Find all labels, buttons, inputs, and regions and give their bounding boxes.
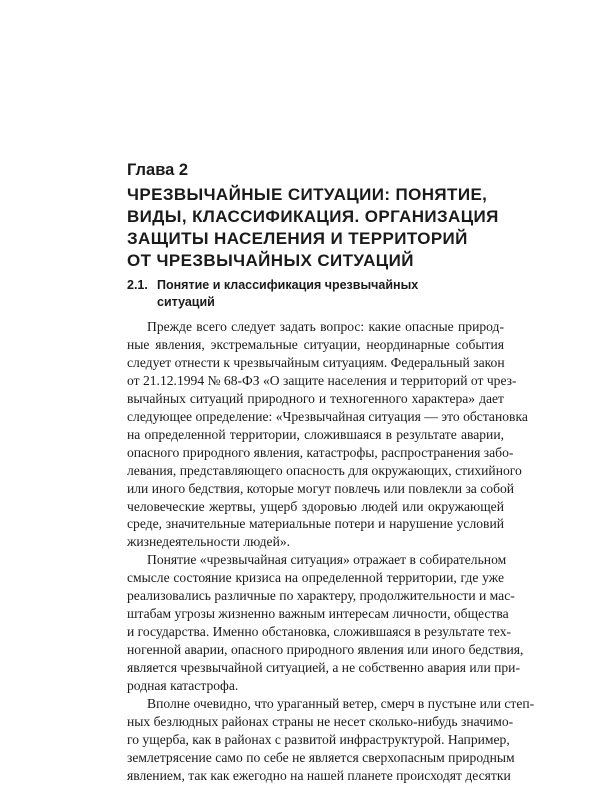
text-line: жизнедеятельности людей». bbox=[127, 534, 291, 550]
text-line: среде, значительные материальные потери и нарушение условий bbox=[127, 516, 504, 532]
text-line: на определенной территории, сложившаяся в результате аварии, bbox=[127, 426, 504, 442]
text-line: является чрезвычайной ситуацией, а не собственно авария или при- bbox=[127, 660, 520, 676]
text-line: вычайных ситуаций природного и техногенного характера» дает bbox=[127, 390, 504, 406]
text-line: и государства. Именно обстановка, сложившаяся в результате тех- bbox=[127, 624, 512, 640]
body-text bbox=[127, 318, 535, 785]
text-line: или иного бедствия, которые могут повлечь или повлекли за собой bbox=[127, 480, 515, 496]
paragraph bbox=[127, 695, 535, 785]
text-line: ные явления, экстремальные ситуации, неординарные события bbox=[127, 336, 504, 352]
text-line: землетрясение само по себе не является сверхопасным природным bbox=[127, 749, 515, 765]
text-line: Прежде всего следует задать вопрос: какие опасные природ- bbox=[147, 319, 504, 334]
text-line: Вполне очевидно, что ураганный ветер, смерч в пустыне или степ- bbox=[147, 696, 535, 712]
chapter-title bbox=[127, 184, 499, 272]
text-line: следует отнести к чрезвычайным ситуациям. Федеральный закон bbox=[127, 354, 505, 370]
text-line: штабам угрозы жизненно важным интересам личности, общества bbox=[127, 606, 509, 622]
text-line: явлением, так как ежегодно на нашей планете происходят десятки bbox=[127, 767, 511, 783]
text-line: от 21.12.1994 № 68-ФЗ «О защите населения и территорий от чрез- bbox=[127, 372, 517, 388]
section-number: 2.1. bbox=[127, 278, 148, 292]
text-line: реализовались различные по характеру, продолжительности и мас- bbox=[127, 588, 515, 604]
paragraph bbox=[127, 551, 524, 695]
chapter-title-line: ЧРЕЗВЫЧАЙНЫЕ СИТУАЦИИ: ПОНЯТИЕ, bbox=[127, 185, 488, 204]
section-title-line: ситуаций bbox=[157, 295, 215, 309]
chapter-title-line: ВИДЫ, КЛАССИФИКАЦИЯ. ОРГАНИЗАЦИЯ bbox=[127, 207, 499, 226]
chapter-title-line: ЗАЩИТЫ НАСЕЛЕНИЯ И ТЕРРИТОРИЙ bbox=[127, 229, 468, 248]
text-line: Понятие «чрезвычайная ситуация» отражает в собирательном bbox=[147, 552, 507, 568]
paragraph bbox=[127, 318, 528, 551]
text-line: опасного природного явления, катастрофы, распространения забо- bbox=[127, 444, 514, 460]
text-line: человеческие жертвы, ущерб здоровью людей или окружающей bbox=[127, 498, 504, 514]
text-line: ных безлюдных районах страны не несет сколько-нибудь значимо- bbox=[127, 713, 514, 729]
section-heading bbox=[127, 277, 418, 311]
text-line: родная катастрофа. bbox=[127, 678, 239, 694]
section-title-line: Понятие и классификация чрезвычайных bbox=[157, 278, 419, 292]
text-line: следующее определение: «Чрезвычайная ситуация — это обстановка bbox=[127, 408, 528, 424]
text-line: го ущерба, как в районах с развитой инфраструктурой. Например, bbox=[127, 731, 510, 747]
text-line: левания, представляющего опасность для окружающих, стихийного bbox=[127, 462, 522, 478]
chapter-label: Глава 2 bbox=[127, 161, 189, 179]
text-line: смысле состояние кризиса на определенной территории, где уже bbox=[127, 570, 504, 586]
chapter-title-line: ОТ ЧРЕЗВЫЧАЙНЫХ СИТУАЦИЙ bbox=[127, 251, 414, 270]
text-line: ногенной аварии, опасного природного явления или иного бедствия, bbox=[127, 642, 524, 658]
